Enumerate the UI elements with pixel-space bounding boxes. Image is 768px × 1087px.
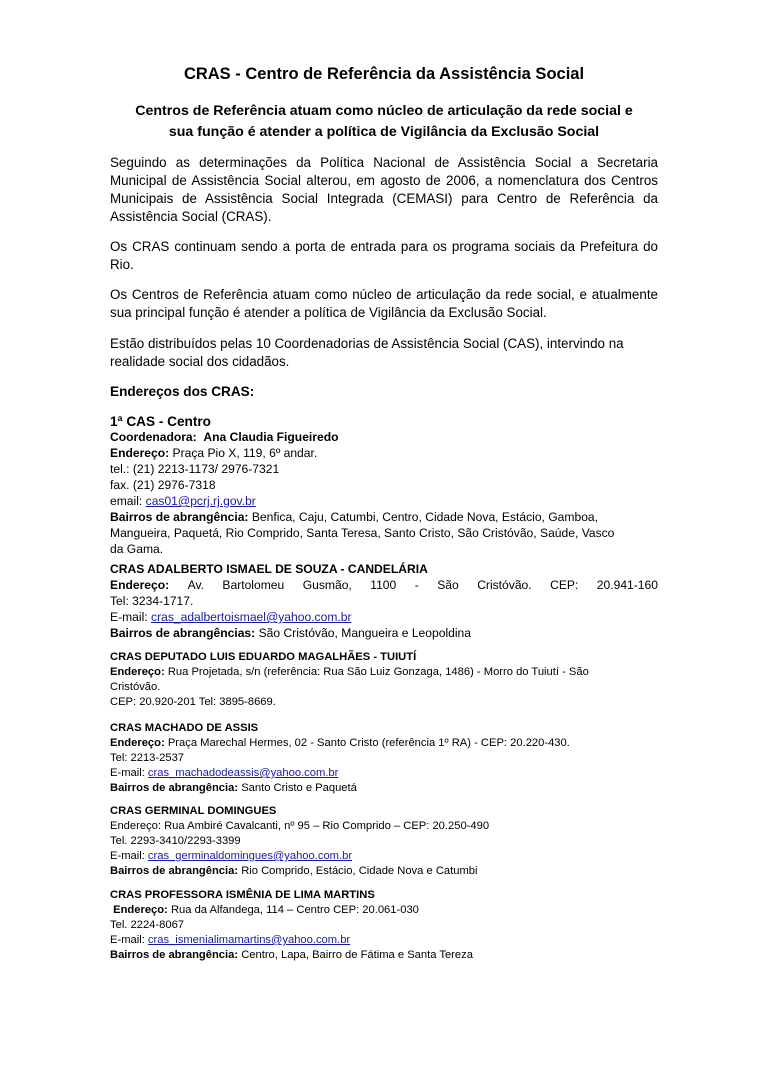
endereco-word: Bartolomeu [222,578,285,592]
cras-machado-tel: Tel: 2213-2537 [110,752,185,764]
cas-endereco [110,445,658,461]
cras-adalberto-bairros [110,625,658,641]
cras-machado-block [110,721,658,796]
cras-ismenia-tel: Tel. 2224-8067 [110,919,185,931]
subtitle-line-1: Centros de Referência atuam como núcleo de articulação da rede social e [135,103,633,119]
bairros-value: Centro, Lapa, Bairro de Fátima e Santa Tereza [241,949,473,961]
cras-adalberto-name: CRAS ADALBERTO ISMAEL DE SOUZA - CANDELÁRIA [110,562,428,576]
bairros-value: Rio Comprido, Estácio, Cidade Nova e Catumbi [241,865,478,877]
endereco-word: Cristóvão. [477,578,532,592]
cas-block [110,429,658,557]
endereco-word: 1100 [370,578,397,592]
cras-machado-email-link[interactable]: cras_machadodeassis@yahoo.com.br [147,767,339,779]
endereco-label: Endereço: [110,578,170,592]
paragraph-porta-entrada: Os CRAS continuam sendo a porta de entrada para os programa sociais da Prefeitura do Rio. [110,239,658,272]
cras-ismenia-email [110,933,658,948]
endereco-word: Gusmão, [302,578,352,592]
cras-germinal-email [110,849,658,864]
cras-deputado-endereco [110,665,658,680]
cras-deputado-block [110,650,658,710]
email-label: E-mail: [110,934,145,946]
enderecos-heading: Endereços dos CRAS: [110,384,255,399]
bairros-label: Bairros de abrangência: [110,510,249,524]
coordenadora-label: Coordenadora: [110,430,197,444]
bairros-value: São Cristóvão, Mangueira e Leopoldina [258,626,472,640]
paragraph-intro: Seguindo as determinações da Política Nacional de Assistência Social a Secretaria Municipal de Assistência Social alterou, em agosto de 2006, a nomenclatura dos Centros Municipais de Assistência Social Integrada (CEMASI) para Centro de Referência da Assistência Social (CRAS). [110,155,658,224]
cras-machado-email [110,766,658,781]
page-title: CRAS - Centro de Referência da Assistência Social [183,65,585,83]
cas-fax: fax. (21) 2976-7318 [110,478,216,492]
endereco-label: Endereço: [110,737,165,749]
cras-germinal-block [110,804,658,879]
bairros-label: Bairros de abrangência: [110,782,239,794]
subtitle-line-2: sua função é atender a política de Vigilância da Exclusão Social [168,124,600,140]
cas-bairros-3: da Gama. [110,542,164,556]
cas-email [110,493,658,509]
cras-ismenia-bairros [110,948,658,963]
cras-deputado-cep: CEP: 20.920-201 Tel: 3895-8669. [110,696,276,708]
cras-germinal-email-link[interactable]: cras_germinaldomingues@yahoo.com.br [147,850,353,862]
cras-adalberto-endereco [110,577,658,593]
email-label: E-mail: [110,610,148,624]
cras-machado-bairros [110,781,658,796]
endereco-label: Endereço: [110,446,170,460]
endereco-label: Endereço: [110,666,165,678]
cras-ismenia-name: CRAS PROFESSORA ISMÊNIA DE LIMA MARTINS [110,889,375,901]
cras-germinal-name: CRAS GERMINAL DOMINGUES [110,805,277,817]
cas-bairros-1 [110,509,658,525]
endereco-word: CEP: [550,578,579,592]
bairros-value: Benfica, Caju, Catumbi, Centro, Cidade Nova, Estácio, Gamboa, [251,510,599,524]
endereco-word: Av. [187,578,204,592]
cras-germinal-endereco: Endereço: Rua Ambiré Cavalcanti, nº 95 – Rio Comprido – CEP: 20.250-490 [110,820,490,832]
endereco-value: Praça Pio X, 119, 6º andar. [172,446,318,460]
cas-bairros-2: Mangueira, Paquetá, Rio Comprido, Santa Teresa, Santo Cristo, São Cristóvão, Saúde, Vasco [110,526,615,540]
cas-tel: tel.: (21) 2213-1173/ 2976-7321 [110,462,280,476]
cras-deputado-name: CRAS DEPUTADO LUIS EDUARDO MAGALHÃES - TUIUTÍ [110,651,417,663]
cras-machado-endereco [110,736,658,751]
endereco-value: Praça Marechal Hermes, 02 - Santo Cristo (referência 1º RA) - CEP: 20.220-430. [167,737,570,749]
endereco-word: - [414,578,419,592]
cras-adalberto-email [110,609,658,625]
endereco-value: Rua Projetada, s/n (referência: Rua São Luiz Gonzaga, 1486) - Morro do Tuiutí - São [167,666,589,678]
endereco-label: Endereço: [113,904,168,916]
cras-germinal-tel: Tel. 2293-3410/2293-3399 [110,835,241,847]
cras-ismenia-block [110,888,658,963]
endereco-word: 20.941-160 [596,578,658,592]
bairros-label: Bairros de abrangências: [110,626,256,640]
cras-machado-name: CRAS MACHADO DE ASSIS [110,722,259,734]
bairros-label: Bairros de abrangência: [110,865,239,877]
coordenadora-name: Ana Claudia Figueiredo [203,430,339,444]
cras-ismenia-email-link[interactable]: cras_ismenialimamartins@yahoo.com.br [147,934,351,946]
cas-coordenadora [110,429,658,445]
page-subtitle [110,101,658,143]
cas-heading: 1ª CAS - Centro [110,414,211,429]
endereco-value: Rua da Alfandega, 114 – Centro CEP: 20.061-030 [170,904,419,916]
cras-ismenia-endereco [110,903,658,918]
endereco-word: São [437,578,459,592]
paragraph-centros: Os Centros de Referência atuam como núcleo de articulação da rede social, e atualmente sua principal função é atender a política de Vigilância da Exclusão Social. [110,287,658,320]
cas-email-link[interactable]: cas01@pcrj.rj.gov.br [145,494,256,508]
cras-deputado-endereco-2: Cristóvão. [110,681,161,693]
paragraph-distribuicao: Estão distribuídos pelas 10 Coordenadorias de Assistência Social (CAS), intervindo na realidade social dos cidadãos. [110,336,624,369]
cras-adalberto-email-link[interactable]: cras_adalbertoismael@yahoo.com.br [151,610,352,624]
cras-germinal-bairros [110,864,658,879]
cras-adalberto-tel: Tel: 3234-1717. [110,594,194,608]
bairros-value: Santo Cristo e Paquetá [241,782,357,794]
cras-adalberto-block [110,561,658,641]
email-label: email: [110,494,143,508]
email-label: E-mail: [110,850,145,862]
bairros-label: Bairros de abrangência: [110,949,239,961]
email-label: E-mail: [110,767,145,779]
